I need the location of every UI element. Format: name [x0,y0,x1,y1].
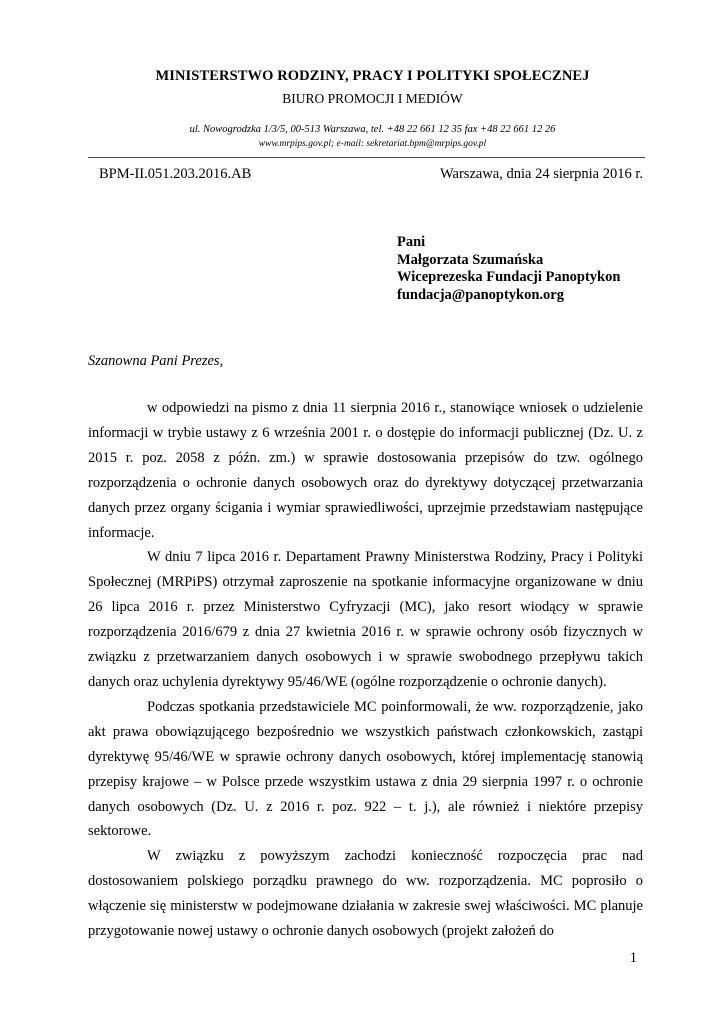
body-paragraph: W dniu 7 lipca 2016 r. Departament Prawny Ministerstwa Rodziny, Pracy i Polityki Społecznej (MRPiPS) otrzymał zaproszenie na spotkanie informacyjne organizowane w dniu 26 lipca 2016 r. przez Ministerstwo Cyfryzacji (MC), jako resort wiodący w sprawie rozporządzenia 2016/679 z dnia 27 kwietnia 2016 r. w sprawie ochrony osób fizycznych w związku z przetwarzaniem danych osobowych i w sprawie swobodnego przepływu takich danych oraz uchylenia dyrektywy 95/46/WE (ogólne rozporządzenie o ochronie danych). [88,549,643,690]
ministry-address: ul. Nowogrodzka 1/3/5, 00-513 Warszawa, tel. +48 22 661 12 35 fax +48 22 661 12 26 [189,124,556,135]
body-paragraph: Podczas spotkania przedstawiciele MC poinformowali, że ww. rozporządzenie, jako akt prawa obowiązującego bezpośrednio we wszystkich państwach członkowskich, zastąpi dyrektywę 95/46/WE w sprawie ochrony danych osobowych, której implementację stanowią przepisy krajowe – w Polsce przede wszystkim ustawa z dnia 29 sierpnia 1997 r. o ochronie danych osobowych (Dz. U. z 2016 r. poz. 922 – t. j.), ale również i niektóre przepisy sektorowe. [88,698,643,840]
recipient-name: Małgorzata Szumańska [397,251,544,268]
body-paragraph: W związku z powyższym zachodzi konieczność rozpoczęcia prac nad dostosowaniem polskiego porządku prawnego do ww. rozporządzenia. MC poprosiło o włączenie się ministerstw w podejmowane działania w zakresie swej właściwości. MC planuje przygotowanie nowej ustawy o ochronie danych osobowych (projekt założeń do [88,848,643,940]
ministry-title: MINISTERSTWO RODZINY, PRACY I POLITYKI SPOŁECZNEJ [155,68,590,84]
ministry-web-email: www.mrpips.gov.pl; e-mail: sekretariat.bpm@mrpips.gov.pl [258,139,487,149]
salutation: Szanowna Pani Prezes, [88,353,224,369]
recipient-email: fundacja@panoptykon.org [397,286,564,303]
header-divider [88,157,645,158]
recipient-line: Pani [397,234,426,250]
recipient-position: Wiceprezeska Fundacji Panoptykon [397,269,621,285]
page-number: 1 [629,950,637,966]
department-name: BIURO PROMOCJI I MEDIÓW [282,91,463,106]
reference-number: BPM-II.051.203.2016.AB [99,166,252,182]
letter-date: Warszawa, dnia 24 sierpnia 2016 r. [440,166,643,182]
recipient-block [397,234,620,304]
letter-body [88,396,643,944]
body-paragraph: w odpowiedzi na pismo z dnia 11 sierpnia 2016 r., stanowiące wniosek o udzielenie informacji w trybie ustawy z 6 września 2001 r. o dostępie do informacji publicznej (Dz. U. z 2015 r. poz. 2058 z późn. zm.) w sprawie dostosowania przepisów do tzw. ogólnego rozporządzenia o ochronie danych osobowych oraz do dyrektywy dotyczącej przetwarzania danych przez organy ścigania i wymiar sprawiedliwości, uprzejmie przedstawiam następujące informacje. [88,400,643,541]
